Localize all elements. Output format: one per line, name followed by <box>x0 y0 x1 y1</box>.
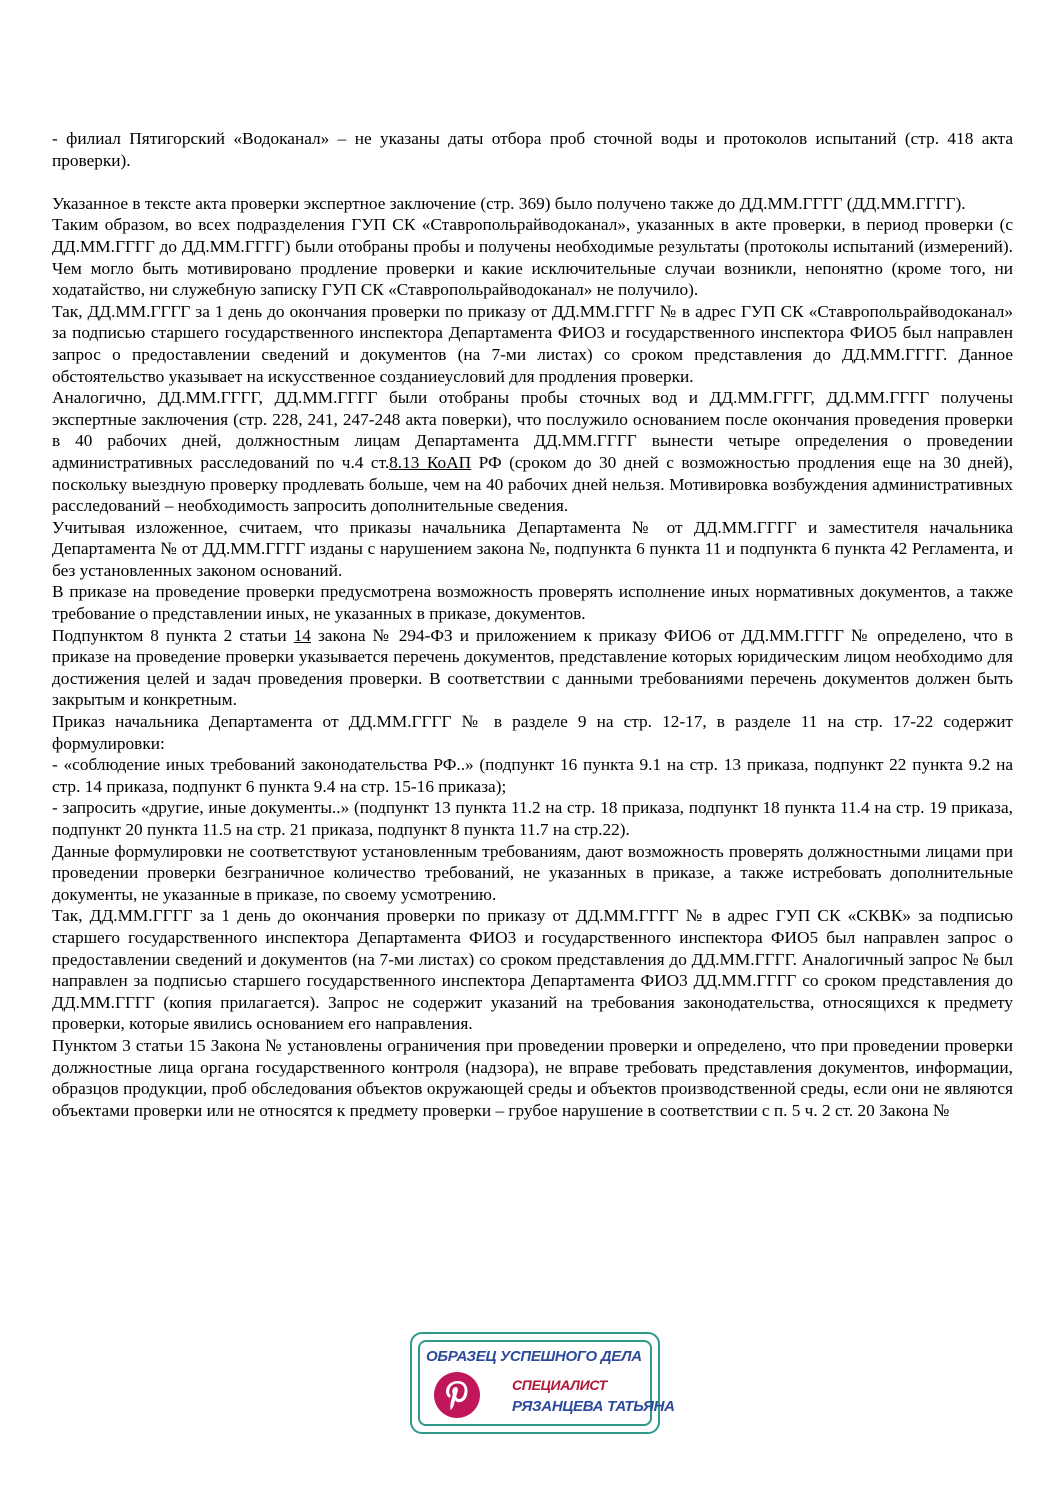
stamp-name: РЯЗАНЦЕВА ТАТЬЯНА <box>512 1398 675 1415</box>
article-14-link[interactable]: 14 <box>293 625 311 645</box>
paragraph-13: Так, ДД.ММ.ГГГГ за 1 день до окончания проверки по приказу от ДД.ММ.ГГГГ № в адрес ГУП СК «СКВК» за подписью старшего государственного инспектора Департамента ФИО3 и государственного инспектора ФИО5 был направлен запрос о предоставлении сведений и документов (на 7-ми листах) со сроком представления до ДД.ММ.ГГГГ. Аналогичный запрос № был направлен за подписью старшего государственного инспектора Департамента ФИО3 ДД.ММ.ГГГГ со сроком представления до ДД.ММ.ГГГГ (копия прилагается). Запрос не содержит указаний на требования законодательства, относящихся к предмету проверки, которые явились основанием его направления. <box>52 906 1013 1034</box>
paragraph-7: В приказе на проведение проверки предусмотрена возможность проверять исполнение иных нормативных документов, а также требование о представлении иных, не указанных в приказе, документов. <box>52 582 1013 624</box>
koap-link[interactable]: 8.13 КоАП <box>389 452 472 472</box>
stamp-title: ОБРАЗЕЦ УСПЕШНОГО ДЕЛА <box>426 1348 642 1365</box>
paragraph-9: Приказ начальника Департамента от ДД.ММ.ГГГГ № в разделе 9 на стр. 12-17, в разделе 11 на стр. 17-22 содержит формулировки: <box>52 712 1013 753</box>
paragraph-6: Учитывая изложенное, считаем, что приказы начальника Департамента № от ДД.ММ.ГГГГ и заместителя начальника Департамента № от ДД.ММ.ГГГГ изданы с нарушением закона №, подпункта 6 пункта 11 и подпункта 6 пункта 42 Регламента, и без установленных законом оснований. <box>52 517 1013 580</box>
paragraph-3: Таким образом, во всех подразделения ГУП СК «Ставропольрайводоканал», указанных в акте проверки, в период проверки (с ДД.ММ.ГГГГ до ДД.ММ.ГГГГ) были отобраны пробы и получены необходимые результаты (протоколы испытаний (измерений). Чем могло быть мотивировано продление проверки и какие исключительные случаи возникли, непонятно (кроме того, ни ходатайство, ни служебную записку ГУП СК «Ставропольрайводоканал» не получило). <box>52 215 1013 300</box>
paragraph-1: - филиал Пятигорский «Водоканал» – не указаны даты отбора проб сточной воды и протоколов испытаний (стр. 418 акта проверки). <box>52 129 1013 170</box>
paragraph-gap <box>52 171 1013 193</box>
pinterest-icon <box>434 1372 480 1418</box>
paragraph-8: Подпунктом 8 пункта 2 статьи 14 закона № 294-ФЗ и приложением к приказу ФИО6 от ДД.ММ.ГГГГ № определено, что в приказе на проведение проверки указывается перечень документов, представление которых юридическим лицом необходимо для достижения целей и задач проведения проверки. В соответствии с данными требованиями перечень документов должен быть закрытым и конкретным. <box>52 625 1013 710</box>
paragraph-11: - запросить «другие, иные документы..» (подпункт 13 пункта 11.2 на стр. 18 приказа, подпункт 18 пункта 11.4 на стр. 19 приказа, подпункт 20 пункта 11.5 на стр. 21 приказа, подпункт 8 пункта 11.7 на стр.22). <box>52 798 1013 839</box>
paragraph-4: Так, ДД.ММ.ГГГГ за 1 день до окончания проверки по приказу от ДД.ММ.ГГГГ № в адрес ГУП СК «Ставропольрайводоканал» за подписью старшего государственного инспектора Департамента ФИО3 и государственного инспектора ФИО5 был направлен запрос о предоставлении сведений и документов (на 7-ми листах) со сроком представления до ДД.ММ.ГГГГ. Данное обстоятельство указывает на искусственное созданиеусловий для продления проверки. <box>52 301 1013 386</box>
stamp-specialist: СПЕЦИАЛИСТ <box>512 1377 607 1393</box>
paragraph-5: Аналогично, ДД.ММ.ГГГГ, ДД.ММ.ГГГГ были отобраны пробы сточных вод и ДД.ММ.ГГГГ, ДД.ММ.ГГГГ получены экспертные заключения (стр. 228, 241, 247-248 акта поверки), что послужило основанием после окончания проведения проверки в 40 рабочих дней, должностным лицам Департамента ДД.ММ.ГГГГ вынести четыре определения о проведении административных расследований по ч.4 ст.8.13 КоАП РФ (сроком до 30 дней с возможностью продления еще на 30 дней), поскольку выездную проверку продлевать больше, чем на 40 рабочих дней нельзя. Мотивировка возбуждения административных расследований – необходимость запросить дополнительные сведения. <box>52 388 1013 516</box>
sample-case-stamp <box>410 1332 675 1434</box>
paragraph-14: Пунктом 3 статьи 15 Закона № установлены ограничения при проведении проверки и определено, что при проведении проверки должностные лица органа государственного контроля (надзора), не вправе требовать представления документов, информации, образцов продукции, проб обследования объектов окружающей среды и объектов производственной среды, если они не являются объектами проверки или не относятся к предмету проверки – грубое нарушение в соответствии с п. 5 ч. 2 ст. 20 Закона № <box>52 1035 1013 1120</box>
paragraph-12: Данные формулировки не соответствуют установленным требованиям, дают возможность проверять должностными лицами при проведении проверки безграничное количество требований, не указанных в приказе, а также истребовать дополнительные документы, не указанные в приказе, по своему усмотрению. <box>52 841 1013 904</box>
document-body <box>52 128 1013 1121</box>
paragraph-2: Указанное в тексте акта проверки экспертное заключение (стр. 369) было получено также до ДД.ММ.ГГГГ (ДД.ММ.ГГГГ). <box>52 193 966 213</box>
paragraph-10: - «соблюдение иных требований законодательства РФ..» (подпункт 16 пункта 9.1 на стр. 13 приказа, подпункт 22 пункта 9.2 на стр. 14 приказа, подпункт 6 пункта 9.4 на стр. 15-16 приказа); <box>52 755 1013 796</box>
